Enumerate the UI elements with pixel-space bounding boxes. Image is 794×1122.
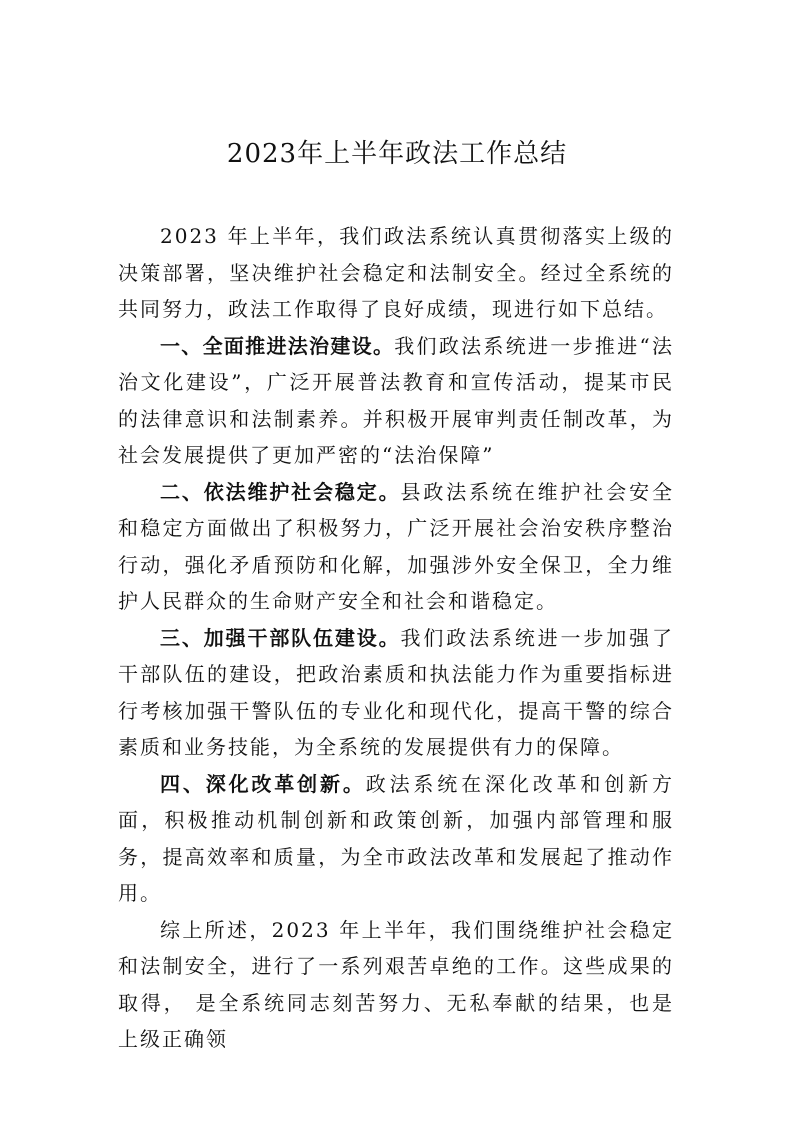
section-paragraph-3 xyxy=(118,620,674,766)
document-title: 2023年上半年政法工作总结 xyxy=(226,139,568,169)
section-paragraph-2 xyxy=(118,474,674,620)
section-text-4: 政法系统在深化改革和创新方面，积极推动机制创新和政策创新，加强内部管理和服务，提高效率和质量，为全市政法改革和发展起了推动作用。 xyxy=(118,771,675,905)
document-body xyxy=(118,218,674,1058)
intro-paragraph: 2023 年上半年，我们政法系统认真贯彻落实上级的决策部署，坚决维护社会稳定和法制安全。经过全系统的共同努力，政法工作取得了良好成绩，现进行如下总结。 xyxy=(118,224,674,321)
section-heading-2: 二、依法维护社会稳定。 xyxy=(160,479,401,504)
section-text-1: 我们政法系统进一步推进“法治文化建设”，广泛开展普法教育和宣传活动，提某市民的法律意识和法制素养。并积极开展审判责任制改革，为社会发展提供了更加严密的“法治保障” xyxy=(118,333,675,467)
section-heading-3: 三、加强干部队伍建设。 xyxy=(160,625,401,650)
section-heading-4: 四、深化改革创新。 xyxy=(160,771,366,796)
section-text-3: 我们政法系统进一步加强了干部队伍的建设，把政治素质和执法能力作为重要指标进行考核加强干警队伍的专业化和现代化，提高干警的综合素质和业务技能，为全系统的发展提供有力的保障。 xyxy=(118,625,674,759)
conclusion-paragraph: 综上所述，2023 年上半年，我们围绕维护社会稳定和法制安全，进行了一系列艰苦卓绝的工作。这些成果的取得， 是全系统同志刻苦努力、无私奉献的结果，也是上级正确领 xyxy=(118,917,674,1051)
section-heading-1: 一、全面推进法治建设。 xyxy=(160,333,395,358)
section-paragraph-1 xyxy=(118,328,674,474)
section-text-2: 县政法系统在维护社会安全和稳定方面做出了积极努力，广泛开展社会治安秩序整治行动，强化矛盾预防和化解，加强涉外安全保卫，全力维护人民群众的生命财产安全和社会和谐稳定。 xyxy=(118,479,674,613)
section-paragraph-4 xyxy=(118,766,674,912)
